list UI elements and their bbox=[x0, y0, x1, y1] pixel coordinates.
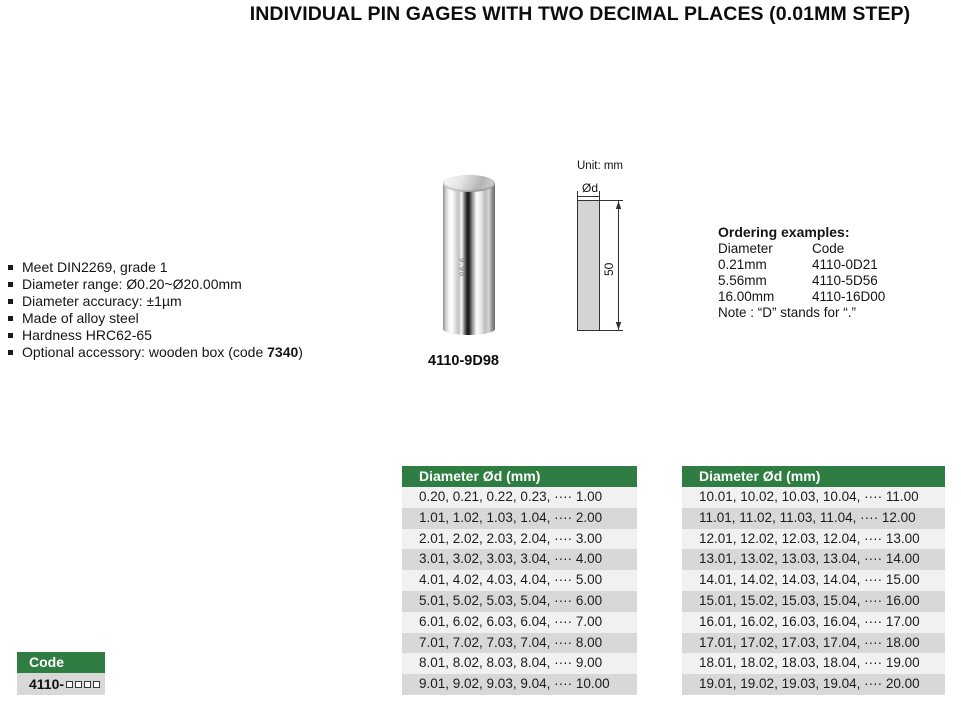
feature-item bbox=[8, 259, 303, 276]
code-placeholder-square bbox=[66, 681, 73, 688]
table-header: Diameter Ød (mm) bbox=[682, 466, 945, 487]
arrow-down-icon bbox=[616, 322, 621, 330]
ordering-heading: Ordering examples: bbox=[718, 224, 850, 240]
feature-text: Meet DIN2269, grade 1 bbox=[22, 259, 168, 275]
pin-etched-size: 9.98 bbox=[457, 257, 467, 278]
example-diameter: 16.00mm bbox=[718, 289, 775, 304]
ordering-example bbox=[718, 273, 958, 289]
feature-item bbox=[8, 327, 303, 344]
example-code: 4110-5D56 bbox=[812, 273, 878, 288]
table-row: 11.01, 11.02, 11.03, 11.04, ···· 12.00 bbox=[682, 508, 945, 529]
table-header: Diameter Ød (mm) bbox=[402, 466, 637, 487]
table-row: 14.01, 14.02, 14.03, 14.04, ···· 15.00 bbox=[682, 570, 945, 591]
table-row: 15.01, 15.02, 15.03, 15.04, ···· 16.00 bbox=[682, 591, 945, 612]
ordering-example bbox=[718, 289, 958, 305]
table-row: 18.01, 18.02, 18.03, 18.04, ···· 19.00 bbox=[682, 653, 945, 674]
accessory-code: 7340 bbox=[267, 344, 299, 360]
feature-text: Hardness HRC62-65 bbox=[22, 327, 152, 343]
example-diameter: 0.21mm bbox=[718, 257, 767, 272]
table-row: 3.01, 3.02, 3.03, 3.04, ···· 4.00 bbox=[402, 549, 637, 570]
ordering-example bbox=[718, 257, 958, 273]
table-row: 10.01, 10.02, 10.03, 10.04, ···· 11.00 bbox=[682, 487, 945, 508]
arrow-up-icon bbox=[616, 201, 621, 209]
square-bullet-icon bbox=[8, 265, 13, 270]
feature-text: Diameter range: Ø0.20~Ø20.00mm bbox=[22, 276, 242, 292]
unit-label: Unit: mm bbox=[577, 160, 623, 172]
square-bullet-icon bbox=[8, 282, 13, 287]
table-row: 19.01, 19.02, 19.03, 19.04, ···· 20.00 bbox=[682, 674, 945, 695]
feature-text: Diameter accuracy: ±1µm bbox=[22, 293, 182, 309]
pin-outline-rect bbox=[578, 201, 600, 331]
example-code: 4110-16D00 bbox=[812, 289, 886, 304]
code-prefix: 4110- bbox=[29, 676, 65, 692]
table-row: 6.01, 6.02, 6.03, 6.04, ···· 7.00 bbox=[402, 612, 637, 633]
feature-item bbox=[8, 276, 303, 293]
table-row: 4.01, 4.02, 4.03, 4.04, ···· 5.00 bbox=[402, 570, 637, 591]
table-row: 17.01, 17.02, 17.03, 17.04, ···· 18.00 bbox=[682, 633, 945, 654]
ordering-examples bbox=[718, 224, 958, 321]
table-row: 16.01, 16.02, 16.03, 16.04, ···· 17.00 bbox=[682, 612, 945, 633]
feature-text: Made of alloy steel bbox=[22, 310, 139, 326]
col-code: Code bbox=[812, 241, 845, 256]
page-title: INDIVIDUAL PIN GAGES WITH TWO DECIMAL PLACES (0.01MM STEP) bbox=[249, 3, 911, 25]
pin-gage-photo bbox=[443, 175, 495, 338]
diameter-dim-label: Ød bbox=[582, 181, 599, 195]
table-row: 8.01, 8.02, 8.03, 8.04, ···· 9.00 bbox=[402, 653, 637, 674]
feature-text: Optional accessory: wooden box (code 7340) bbox=[22, 344, 303, 360]
example-diameter: 5.56mm bbox=[718, 273, 767, 288]
square-bullet-icon bbox=[8, 299, 13, 304]
diameter-table-left bbox=[402, 466, 637, 695]
feature-list bbox=[8, 259, 303, 361]
length-dim-label: 50 bbox=[602, 262, 616, 276]
feature-item bbox=[8, 310, 303, 327]
table-row: 5.01, 5.02, 5.03, 5.04, ···· 6.00 bbox=[402, 591, 637, 612]
table-row: 9.01, 9.02, 9.03, 9.04, ···· 10.00 bbox=[402, 674, 637, 695]
col-diameter: Diameter bbox=[718, 241, 773, 256]
code-box-header: Code bbox=[17, 652, 105, 673]
square-bullet-icon bbox=[8, 350, 13, 355]
square-bullet-icon bbox=[8, 316, 13, 321]
feature-item bbox=[8, 293, 303, 310]
dimension-drawing bbox=[570, 155, 650, 341]
table-row: 1.01, 1.02, 1.03, 1.04, ···· 2.00 bbox=[402, 508, 637, 529]
square-bullet-icon bbox=[8, 333, 13, 338]
diameter-table-right bbox=[682, 466, 945, 695]
product-code-label: 4110-9D98 bbox=[428, 353, 499, 369]
code-box bbox=[17, 652, 105, 695]
table-row: 0.20, 0.21, 0.22, 0.23, ···· 1.00 bbox=[402, 487, 637, 508]
code-box-value bbox=[17, 673, 105, 695]
table-row: 7.01, 7.02, 7.03, 7.04, ···· 8.00 bbox=[402, 633, 637, 654]
table-row: 12.01, 12.02, 12.03, 12.04, ···· 13.00 bbox=[682, 529, 945, 550]
code-placeholder-square bbox=[75, 681, 82, 688]
pin-cylinder-body bbox=[443, 183, 495, 335]
pin-cylinder-top bbox=[443, 175, 495, 192]
example-code: 4110-0D21 bbox=[812, 257, 878, 272]
code-placeholder-square bbox=[93, 681, 100, 688]
table-row: 2.01, 2.02, 2.03, 2.04, ···· 3.00 bbox=[402, 529, 637, 550]
code-placeholder-square bbox=[84, 681, 91, 688]
feature-item bbox=[8, 344, 303, 361]
ordering-columns bbox=[718, 241, 958, 257]
ordering-note: Note : “D” stands for “.” bbox=[718, 305, 857, 320]
table-row: 13.01, 13.02, 13.03, 13.04, ···· 14.00 bbox=[682, 549, 945, 570]
